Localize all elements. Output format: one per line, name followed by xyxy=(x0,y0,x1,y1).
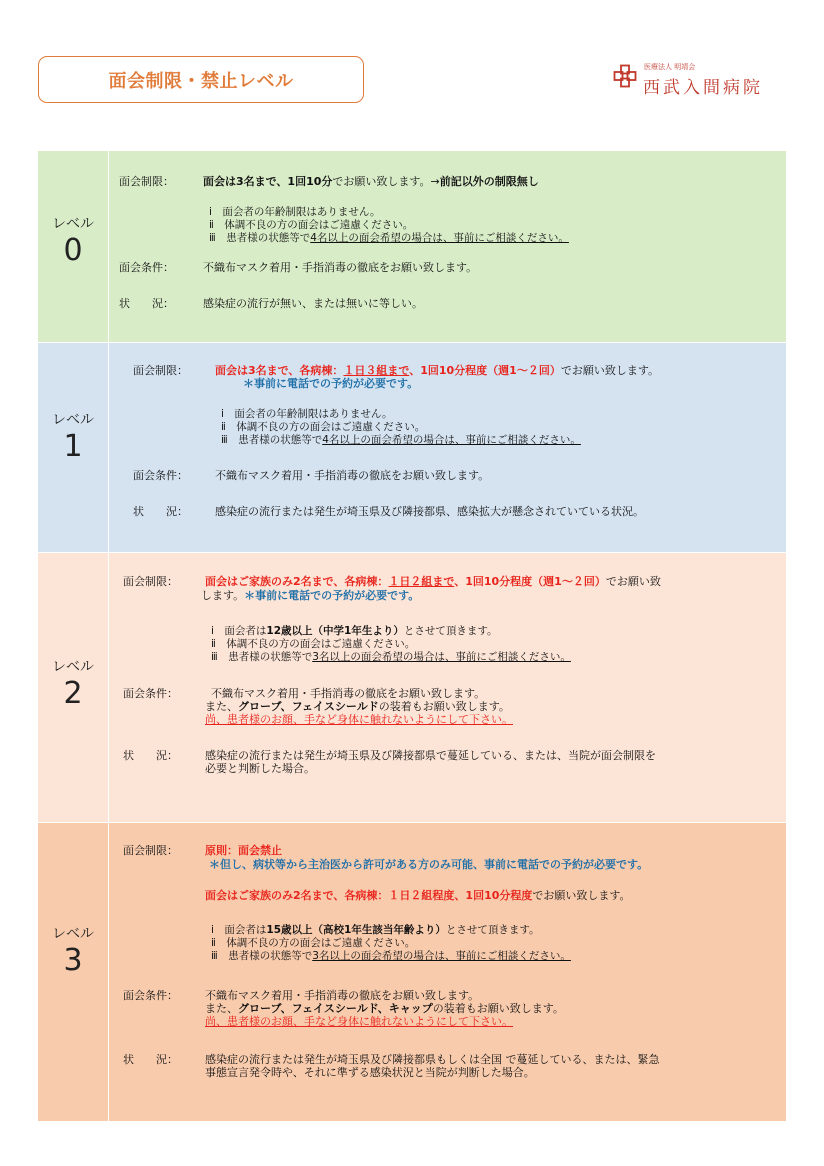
condition-text: 不織布マスク着用・手指消毒の徹底をお願い致します。 xyxy=(215,469,490,482)
level-table xyxy=(38,151,786,1121)
list-item: ⅰ 面会者は12歳以上（中学1年生より）とさせて頂きます。 xyxy=(211,625,498,637)
list-item: ⅰ 面会者の年齢制限はありません。 xyxy=(221,408,393,420)
list-item: ⅲ 患者様の状態等で4名以上の面会希望の場合は、事前にご相談ください。 xyxy=(221,434,581,446)
status-text: 感染症の流行が無い、または無いに等しい。 xyxy=(203,297,423,310)
condition-text: 不織布マスク着用・手指消毒の徹底をお願い致します。 xyxy=(205,989,480,1002)
condition-warning: 尚、患者様のお顔、手など身体に触れないようにして下さい。 xyxy=(205,713,513,726)
level-row-0 xyxy=(38,151,786,343)
condition-text: 不織布マスク着用・手指消毒の徹底をお願い致します。 xyxy=(211,687,486,700)
status-label: 状 況： xyxy=(123,1053,178,1066)
list-item: ⅱ 体調不良の方の面会はご遠慮ください。 xyxy=(209,219,414,231)
list-item: ⅱ 体調不良の方の面会はご遠慮ください。 xyxy=(211,937,416,949)
status-text-2: 事態宣言発令時や、それに準ずる感染状況と当院が判断した場合。 xyxy=(205,1066,535,1079)
restriction-label: 面会制限： xyxy=(119,175,174,188)
level-label: レベル xyxy=(52,926,94,942)
logo-name: 西武入間病院 xyxy=(643,78,763,98)
level-label: レベル xyxy=(52,412,94,428)
level-content xyxy=(109,151,786,342)
level-row-3 xyxy=(38,823,786,1121)
condition-label: 面会条件： xyxy=(119,261,174,274)
level-cell xyxy=(38,823,109,1121)
list-item: ⅰ 面会者の年齢制限はありません。 xyxy=(209,206,381,218)
condition-label: 面会条件： xyxy=(133,469,188,482)
list-item: ⅲ 患者様の状態等で3名以上の面会希望の場合は、事前にご相談ください。 xyxy=(211,950,571,962)
restriction-label: 面会制限： xyxy=(123,575,178,588)
condition-label: 面会条件： xyxy=(123,989,178,1002)
list-item: ⅰ 面会者は15歳以上（高校1年生該当年齢より）とさせて頂きます。 xyxy=(211,924,540,936)
list-item: ⅲ 患者様の状態等で4名以上の面会希望の場合は、事前にご相談ください。 xyxy=(209,232,569,244)
condition-text-2: また、グローブ、フェイスシールド、キャップの装着もお願い致します。 xyxy=(205,1002,564,1015)
restriction-label: 面会制限： xyxy=(123,844,178,857)
reservation-note: ＊事前に電話での予約が必要です。 xyxy=(243,377,419,390)
list-item: ⅱ 体調不良の方の面会はご遠慮ください。 xyxy=(211,638,416,650)
level-row-2 xyxy=(38,553,786,823)
level-cell xyxy=(38,553,109,822)
level-number: 2 xyxy=(63,676,83,711)
condition-label: 面会条件： xyxy=(123,687,178,700)
restriction-label: 面会制限： xyxy=(133,364,188,377)
status-label: 状 況： xyxy=(123,749,178,762)
reservation-note: ＊但し、病状等から主治医から許可がある方のみ可能、事前に電話での予約が必要です。 xyxy=(209,858,649,871)
level-label: レベル xyxy=(52,216,94,232)
restriction-text: 面会は3名まで、各病棟：１日３組まで、1回10分程度（週1～２回）でお願い致します。 xyxy=(215,364,659,377)
level-label: レベル xyxy=(52,659,94,675)
title-box xyxy=(38,56,364,103)
restriction-text-2: 面会はご家族のみ2名まで、各病棟：１日２組程度、1回10分程度でお願い致します。 xyxy=(205,889,631,902)
level-content xyxy=(109,823,786,1121)
hospital-cross-icon xyxy=(613,64,637,88)
status-text-2: 必要と判断した場合。 xyxy=(205,762,315,775)
status-text: 感染症の流行または発生が埼玉県及び隣接都県もしくは全国 で蔓延している、または、緊急 xyxy=(205,1053,660,1066)
restriction-text: 原則：面会禁止 xyxy=(205,844,282,857)
condition-text-2: また、グローブ、フェイスシールドの装着もお願い致します。 xyxy=(205,700,510,713)
level-number: 3 xyxy=(63,943,83,978)
level-cell xyxy=(38,151,109,342)
status-label: 状 況： xyxy=(119,297,174,310)
level-number: 1 xyxy=(63,429,83,464)
page-title: 面会制限・禁止レベル xyxy=(108,70,294,92)
condition-text: 不織布マスク着用・手指消毒の徹底をお願い致します。 xyxy=(203,261,478,274)
status-text: 感染症の流行または発生が埼玉県及び隣接都県、感染拡大が懸念されていている状況。 xyxy=(215,505,644,518)
restriction-text-cont: します。＊事前に電話での予約が必要です。 xyxy=(201,589,420,602)
list-item: ⅱ 体調不良の方の面会はご遠慮ください。 xyxy=(221,421,426,433)
logo-org: 医療法人 明靖会 xyxy=(644,63,696,71)
level-content xyxy=(109,553,786,822)
restriction-text: 面会はご家族のみ2名まで、各病棟：１日２組まで、1回10分程度（週1～２回）でお願い致 xyxy=(205,575,661,588)
level-cell xyxy=(38,343,109,552)
level-number: 0 xyxy=(63,233,83,268)
list-item: ⅲ 患者様の状態等で3名以上の面会希望の場合は、事前にご相談ください。 xyxy=(211,651,571,663)
status-label: 状 況： xyxy=(133,505,188,518)
condition-warning: 尚、患者様のお顔、手など身体に触れないようにして下さい。 xyxy=(205,1015,513,1028)
status-text: 感染症の流行または発生が埼玉県及び隣接都県で蔓延している、または、当院が面会制限を xyxy=(205,749,656,762)
level-content xyxy=(109,343,786,552)
level-row-1 xyxy=(38,343,786,553)
restriction-text: 面会は3名まで、1回10分でお願い致します。→前記以外の制限無し xyxy=(203,175,539,188)
